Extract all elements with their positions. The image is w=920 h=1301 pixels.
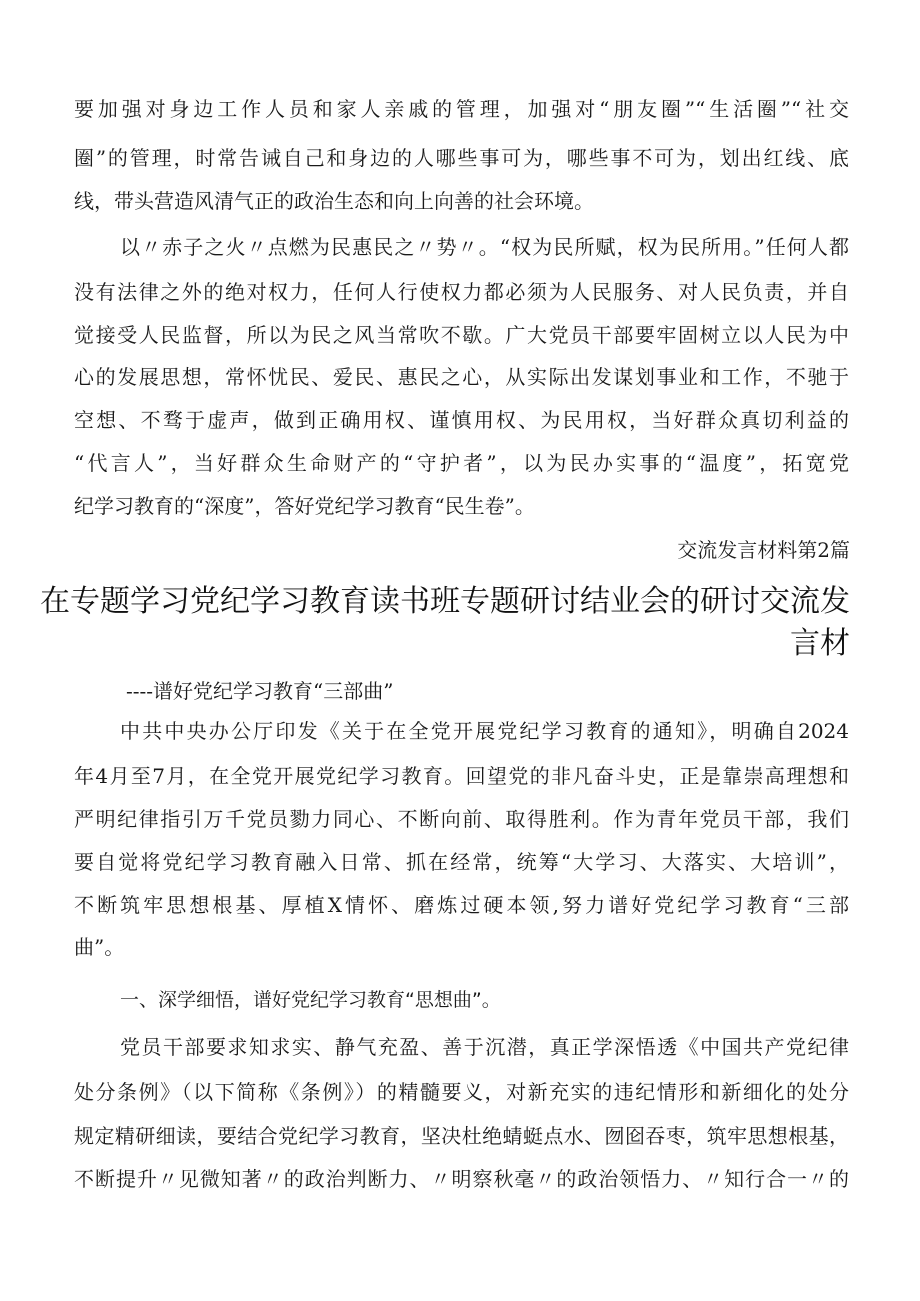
paragraph-line: 严明纪律指引万千党员勠力同心、不断向前、取得胜利。作为青年党员干部，我们: [74, 807, 849, 831]
section-lead: 以〃赤子之火〃点燃为民惠民之〃势〃。: [120, 235, 500, 259]
document-label: 交流发言材料第2篇: [677, 538, 850, 562]
section-heading: 一、深学细悟，谱好党纪学习教育“思想曲”。: [120, 989, 501, 1011]
paragraph-line: 曲”。: [74, 935, 125, 959]
document-title: 在专题学习党纪学习教育读书班专题研讨结业会的研讨交流发: [40, 584, 850, 619]
document-title-continued: 言材: [790, 626, 850, 661]
section-lead-rest: “权为民所赋，权为民所用。”任何人都: [499, 235, 849, 259]
paragraph-line: 圈”的管理，时常告诫自己和身边的人哪些事可为，哪些事不可为，划出红线、底: [74, 146, 849, 170]
paragraph-line: 党员干部要求知求实、静气充盈、善于沉潜，真正学深悟透《中国共产党纪律: [120, 1035, 849, 1059]
paragraph-line: 中共中央办公厅印发《关于在全党开展党纪学习教育的通知》，明确自2024: [120, 719, 849, 743]
paragraph-line: 年4月至7月，在全党开展党纪学习教育。回望党的非凡奋斗史，正是靠崇高理想和: [74, 764, 849, 788]
paragraph-line: “代言人”，当好群众生命财产的“守护者”，以为民办实事的“温度”，拓宽党: [74, 451, 849, 475]
paragraph-line: 心的发展思想，常怀忧民、爱民、惠民之心，从实际出发谋划事业和工作，不驰于: [74, 365, 849, 389]
paragraph-line: 空想、不骛于虚声，做到正确用权、谨慎用权、为民用权，当好群众真切利益的: [74, 408, 849, 432]
paragraph-line: 线，带头营造风清气正的政治生态和向上向善的社会环境。: [74, 189, 594, 213]
paragraph-line: 没有法律之外的绝对权力，任何人行使权力都必须为人民服务、对人民负责，并自: [74, 280, 849, 304]
paragraph-line: 不断筑牢思想根基、厚植X情怀、磨炼过硬本领,努力谱好党纪学习教育“三部: [74, 893, 849, 917]
document-subtitle: ----谱好党纪学习教育“三部曲”: [126, 679, 394, 703]
paragraph-line: 要自觉将党纪学习教育融入日常、抓在经常，统筹“大学习、大落实、大培训”，: [74, 850, 849, 874]
paragraph-line: 规定精研细读，要结合党纪学习教育，坚决杜绝蜻蜓点水、囫囵吞枣，筑牢思想根基，: [74, 1124, 849, 1148]
section-first-line: [120, 232, 849, 262]
paragraph-line: 不断提升〃见微知著〃的政治判断力、〃明察秋毫〃的政治领悟力、〃知行合一〃的: [74, 1167, 849, 1191]
paragraph-line: 处分条例》（以下简称《条例》）的精髓要义，对新充实的违纪情形和新细化的处分: [74, 1080, 849, 1104]
paragraph-line: 纪学习教育的“深度”，答好党纪学习教育“民生卷”。: [74, 494, 535, 518]
paragraph-line: 觉接受人民监督，所以为民之风当常吹不歇。广大党员干部要牢固树立以人民为中: [74, 323, 849, 347]
paragraph-line: 要加强对身边工作人员和家人亲戚的管理，加强对“朋友圈”“生活圈”“社交: [74, 97, 849, 121]
